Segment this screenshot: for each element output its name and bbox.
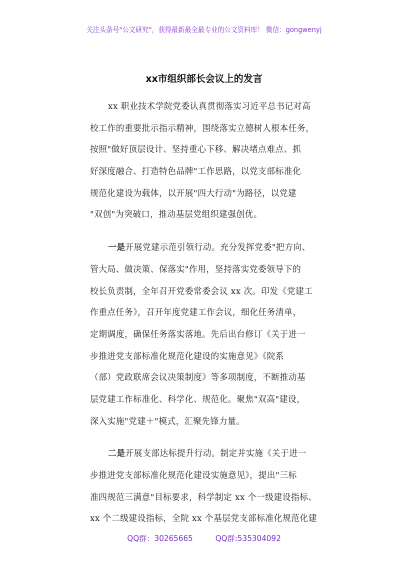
paragraph-point-one bbox=[90, 237, 344, 432]
paragraph-point-two bbox=[90, 443, 344, 530]
paragraph-line: 步推进党支部标准化规范化建设实施意见》，提出"三标 bbox=[90, 470, 297, 480]
paragraph-line: 校工作的重要批示指示精神，围绕落实立德树人根本任务， bbox=[90, 122, 315, 133]
paragraph-line: xx 职业技术学院党委认真贯彻落实习近平总书记对高 bbox=[108, 101, 311, 111]
document-title: xx市组织部长会议上的发言 bbox=[145, 74, 263, 85]
paragraph-line: 步推进党支部标准化规范化建设的实施意见》《院系 bbox=[90, 350, 285, 361]
paragraph-line: 校长负责制，全年召开党委常委会议 xx 次。印发《党建工 bbox=[90, 285, 313, 296]
paragraph-line-text: 开展支部达标提升行动。制定并实施《关于进一 bbox=[125, 448, 307, 459]
paragraph-intro bbox=[90, 96, 344, 226]
footer-contact bbox=[0, 533, 408, 544]
document-body bbox=[90, 96, 344, 541]
footer-qq-group-2: QQ群:535304092 bbox=[215, 534, 281, 543]
paragraph-line: 层党建工作标准化、科学化、规范化。聚焦"双高"建设， bbox=[90, 393, 306, 404]
paragraph-line bbox=[90, 443, 344, 465]
paragraph-line: xx 个二级建设指标，全院 xx 个基层党支部标准化规范化建 bbox=[90, 513, 318, 524]
paragraph-lead: 二是 bbox=[108, 448, 126, 459]
paragraph-line: 作重点任务》，召开年度党建工作会议，细化任务清单， bbox=[90, 307, 302, 318]
paragraph-line: 定期调度，确保任务落实落地。先后出台修订《关于进一 bbox=[90, 328, 306, 339]
paragraph-lead: 一是 bbox=[108, 242, 126, 253]
paragraph-line: 好深度融合、打造特色品牌"工作思路，以党支部标准化 bbox=[90, 166, 302, 177]
paragraph-line: （部）党政联席会议决策制度》等多项制度，不断推动基 bbox=[90, 372, 306, 383]
paragraph-line: "双创"为突破口，推动基层党组织建强创优。 bbox=[90, 209, 263, 220]
paragraph-line: 准四规范三满意"目标要求，科学制定 xx 个一级建设指标、 bbox=[90, 491, 317, 502]
paragraph-line: 管大局、做决策、保落实"作用，坚持落实党委领导下的 bbox=[90, 263, 302, 274]
paragraph-line: 深入实施"党建＋"模式，汇聚先锋力量。 bbox=[90, 415, 245, 426]
footer-qq-group-1: QQ群：30265665 bbox=[127, 534, 193, 543]
paragraph-line bbox=[90, 237, 344, 259]
paragraph-line: 按照"做好顶层设计、坚持重心下移、解决堵点难点、抓 bbox=[90, 144, 302, 155]
paragraph-line: 规范化建设为载体，以开展"四大行动"为路径，以党建 bbox=[90, 187, 297, 198]
header-banner: 关注头条号"公文研究"，获得最新最全最专业的公文资料库！ 微信：gongwenyj bbox=[86, 26, 322, 34]
paragraph-line-text: 开展党建示范引领行动。充分发挥党委"把方向、 bbox=[125, 242, 311, 253]
